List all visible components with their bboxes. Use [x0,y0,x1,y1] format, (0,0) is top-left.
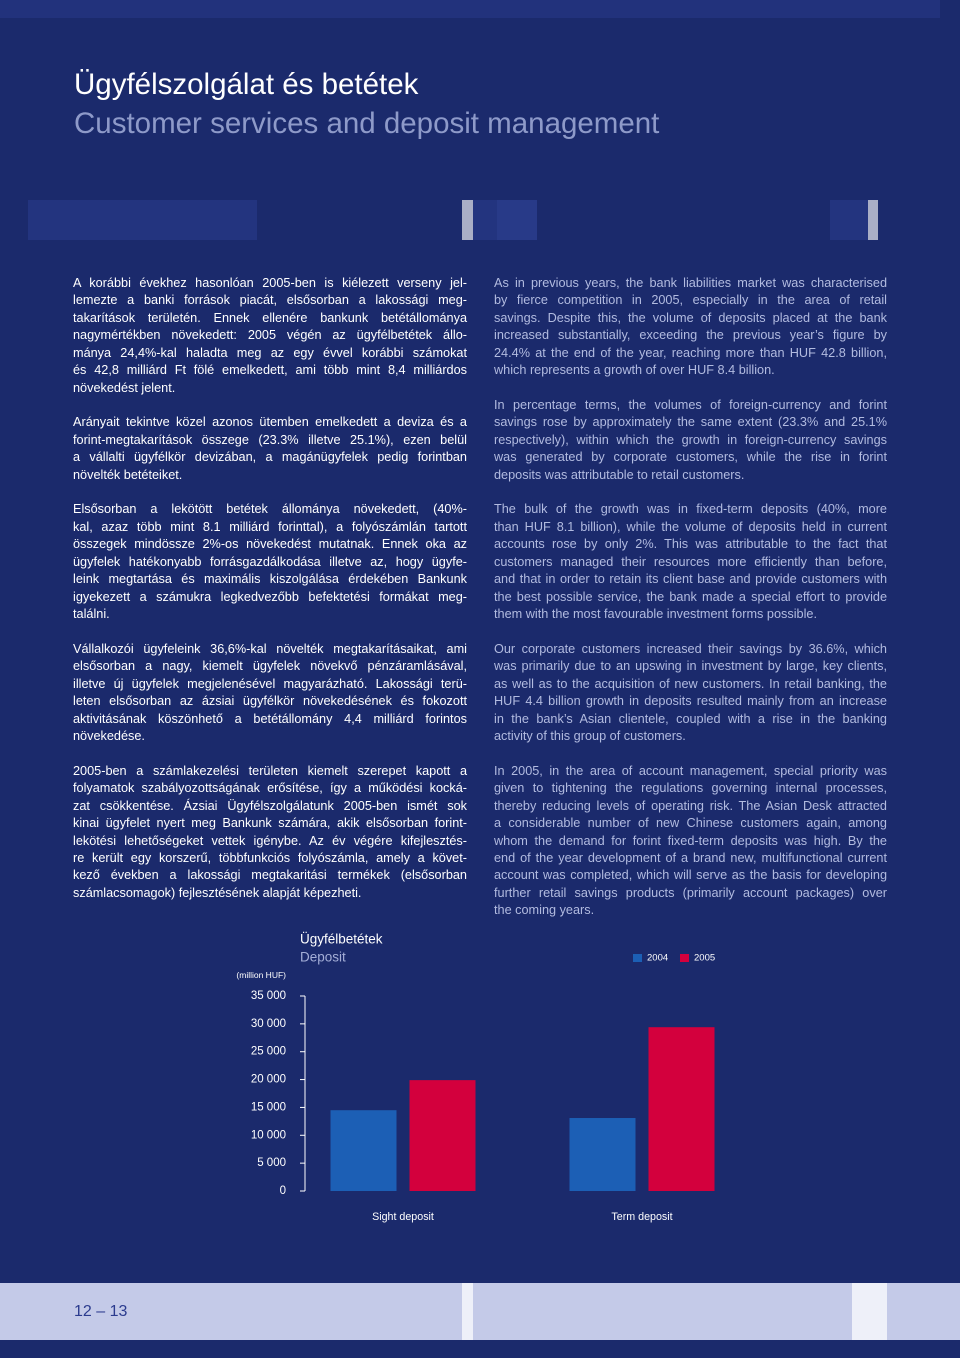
legend-swatch [680,954,689,962]
text-line: mánya 24,4%-kal haladta meg az egy évvel korábbi számokat [73,345,467,360]
text-line: savings rose by approximately the same extent (23.3% and 25.1% [494,415,887,430]
bar-2005-term-deposit [649,1027,715,1191]
decorative-band-divider [868,200,878,240]
text-line: In 2005, in the area of account management, special priority was [494,763,887,778]
y-tick-label: 15 000 [250,1101,286,1114]
text-line: kal, azaz több mint 8.1 milliárd forinttal), a folyószámlán tartott [73,519,467,534]
text-line: account was completed, which will serve as the basis for developing [494,868,887,883]
bar-2005-sight-deposit [410,1080,476,1191]
decorative-band-block [473,200,497,240]
text-line: the best possible service, the bank made a special effort to provide [494,589,887,604]
bar-2004-term-deposit [570,1118,636,1191]
hungarian-text-column [73,275,467,920]
footer-band-divider [852,1283,887,1340]
text-line: ügyfelek hatékonyabb forrásgazdálkodása illetve az, hogy ügyfe- [73,554,467,569]
decorative-band-divider [462,200,473,240]
legend-swatch [633,954,642,962]
page-title: Ügyfélszolgálat és betétek [74,68,419,101]
text-line: the coming years. [494,903,595,918]
y-tick-label: 30 000 [250,1017,286,1030]
text-line: a vállalti ügyfélkör devizában, a magánügyfelek pedig forintban [73,450,467,465]
text-line: increased substantially, exceeding the previous year’s figure by [494,328,887,343]
text-line: zat csökkentése. Ázsiai Ügyfélszolgálatunk 2005-ben ismét sok [73,798,467,813]
text-line: and that in order to retain its client base and provide customers with [494,572,887,587]
decorative-band-block [830,200,868,240]
text-line: 2005-ben a számlakezelési területen kiemelt szerepet kapott a [73,763,467,778]
text-line: kinai ügyfelet nyert meg Bankunk számára, akik elsősorban forint- [73,816,467,831]
footer-band-divider [462,1283,473,1340]
text-line: nagymértékben növekedett: 2005 végén az ügyfélbetétek állo- [73,328,467,343]
text-line: forint-megtakarítások összege (23.3% illetve 25.1%), ezen belül [73,432,467,447]
text-line: számlacsomagok) fejlesztésének alapját képezheti. [73,885,362,900]
x-category-label: Term deposit [611,1211,673,1223]
deposit-bar-chart [220,925,740,1230]
text-line: leink megtartása és maximális kiszolgálása érdekében Bankunk [73,572,467,587]
text-line: accounts rose by only 2%. This was attributable to the fact that [494,537,887,552]
text-line: növelték betéteiket. [73,467,183,482]
text-line: respectively), within which the growth in foreign-currency savings [494,432,887,447]
text-line: was generated by corporate customers, while the rise in forint [494,450,887,465]
text-line: re került egy korszerű, többfunkciós folyószámla, amely a követ- [73,850,467,865]
page-number: 12 – 13 [74,1303,128,1320]
text-line: in the bank’s Asian clientele, coupled with a rise in the banking [494,711,887,726]
text-line: activity of this group of customers. [494,728,686,743]
decorative-band-block [497,200,537,240]
text-line: elsősorban a nagy, kiemelt ügyfelek növekvő pénzáramlásával, [73,659,467,674]
legend-label: 2005 [694,952,716,964]
y-axis-unit-label: (million HUF) [236,970,286,980]
bar-2004-sight-deposit [331,1110,397,1191]
paragraph [73,275,467,397]
text-line: folyamatok szabályozottságának erősítése, így a működési kocká- [73,781,467,796]
text-line: than HUF 8.1 billion), while the volume of deposits held in current [494,519,887,534]
text-line: kező években a lakossági megtakaritási termékek (elsősorban [73,868,467,883]
text-line: igyekezett a számukra legkedvezőbb befektetési formákat meg- [73,589,467,604]
text-line: illetve új ügyfelek megjelenésével magyarázható. Lakossági terü- [73,676,467,691]
decorative-top-strip [0,0,940,18]
text-line: which represents a growth of over HUF 8.4 billion. [494,363,775,378]
text-line: 24.4% at the end of the year, reaching more than HUF 42.8 billion, [494,345,887,360]
paragraph [73,501,467,623]
text-line: összegek mindössze 2%-os növekedést mutatnak. Ennek oka az [73,537,467,552]
text-line: aktivitásának köszönhető a betétállomány 4,4 milliárd forintos [73,711,467,726]
text-line: by fierce competition in 2005, especially in the area of retail [494,293,887,308]
text-line: further retail savings products (primarily account packages) over [494,885,887,900]
chart-canvas [220,925,740,1230]
footer-band [0,1283,960,1340]
text-line: növekedést jelent. [73,380,176,395]
text-line: Vállalkozói ügyfeleink 36,6%-kal növelték megtakarításaikat, ami [73,641,467,656]
text-line: as well as to the acquisition of new customers. In retail banking, the [494,676,887,691]
english-text-column [494,275,887,937]
text-line: találni. [73,607,110,622]
text-line: leten elsősorban az ázsiai ügyfélkör növekedésének és fokozott [73,694,467,709]
text-line: lekötési lehetőségeket vettek igénybe. Az év végére kifejlesztés- [73,833,467,848]
paragraph [494,501,887,623]
text-line: thereby reducing levels of operating risk. The Asian Desk attracted [494,798,887,813]
text-line: deposits was attributable to retail customers. [494,467,745,482]
chart-title: Ügyfélbetétek [300,931,383,947]
decorative-band-block [28,200,257,240]
x-category-label: Sight deposit [372,1211,434,1223]
chart-subtitle: Deposit [300,949,346,965]
text-line: HUF 4.4 billion growth in deposits resulted mainly from an increase [494,694,887,709]
text-line: them with the most favourable investment forms possible. [494,607,817,622]
paragraph [494,641,887,746]
text-line: As in previous years, the bank liabilities market was characterised [494,276,887,290]
text-line: Arányait tekintve közel azonos ütemben emelkedett a deviza és a [73,415,467,430]
y-tick-label: 5 000 [257,1157,286,1170]
text-line: Elsősorban a lekötött betétek állománya növekedett, (40%- [73,502,467,517]
paragraph [494,275,887,380]
text-line: whom the demand for forint fixed-term deposits was high. By the [494,833,887,848]
paragraph [73,414,467,484]
paragraph [73,641,467,746]
text-line: takarítások területén. Ennek ellenére bankunk betétállománya [73,310,467,325]
text-line: The bulk of the growth was in fixed-term deposits (40%, more [494,502,887,517]
paragraph [494,397,887,484]
text-line: Our corporate customers increased their savings by 36.6%, which [494,641,887,656]
y-tick-label: 25 000 [250,1045,286,1058]
y-tick-label: 10 000 [250,1129,286,1142]
text-line: In percentage terms, the volumes of foreign-currency and forint [494,397,887,412]
text-line: was primarily due to an upswing in investment by large, key clients, [494,659,887,674]
legend-label: 2004 [647,952,669,964]
text-line: lemezte a banki források piacát, elsősorban a lakossági meg- [73,293,467,308]
page-subtitle: Customer services and deposit management [74,107,660,140]
paragraph [494,763,887,920]
y-tick-label: 0 [279,1185,286,1197]
text-line: növekedése. [73,728,145,743]
paragraph [73,763,467,902]
y-tick-label: 35 000 [250,990,286,1002]
y-tick-label: 20 000 [250,1073,286,1086]
text-line: end of the year development of a brand new, multifunctional current [494,850,887,865]
text-line: savings. Despite this, the volume of deposits placed at the bank [494,310,887,325]
text-line: a considerable number of new Chinese customers again, among [494,816,887,831]
text-line: A korábbi évekhez hasonlóan 2005-ben is kiélezett verseny jel- [73,276,467,290]
text-line: és 42,8 milliárd Ft fölé emelkedett, ami több mint 8,4 milliárdos [73,363,467,378]
text-line: given to tightening the regulations governing internal processes, [494,781,887,796]
text-line: customers managed their resources more efficiently than before, [494,554,887,569]
